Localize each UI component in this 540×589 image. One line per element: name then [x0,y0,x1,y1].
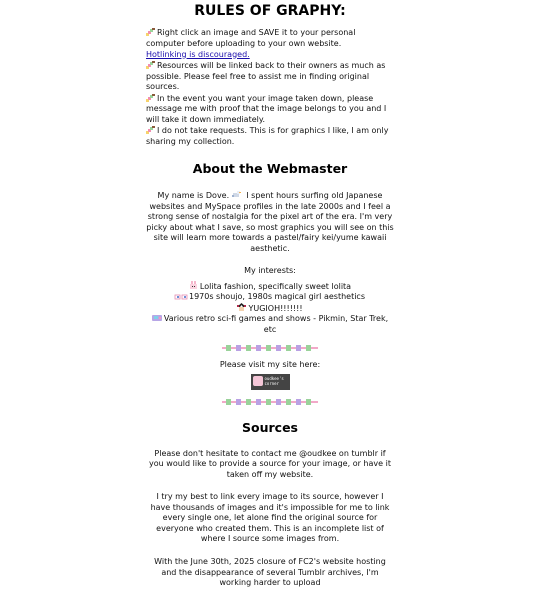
dove-icon [232,190,242,199]
visit-text: Please visit my site here: [219,359,321,369]
interest-text: Lolita fashion, specifically sweet lolita [199,281,352,291]
sources-paragraph: I try my best to link every image to its source, however I have thousands of images and it's impossible for me to link every single one, let alone find the original source for everyone who created them. This is an incomplete list of where I source some images from. [150,492,390,544]
interest-text: Various retro sci-fi games and shows - Pikmin, Star Trek, etc [163,314,389,334]
eyes-icon [175,294,187,300]
pencil-bullet-icon [146,94,155,102]
rule-item [146,126,394,147]
rule-text: Resources will be linked back to their owners as much as possible. Please feel free to assist me in finding original sources. [146,61,386,92]
interest-text: 1970s shoujo, 1980s magical girl aesthetics [188,292,365,302]
rule-item [146,61,394,93]
badge-text-line: oudkee's [264,376,284,382]
rules-list [146,28,394,147]
interest-item [146,292,394,303]
about-intro [146,190,394,254]
sources-title: Sources [242,420,298,436]
interests-list [146,281,394,336]
pixel-divider [222,344,318,352]
bunny-icon [189,281,198,290]
hotlinking-link[interactable]: Hotlinking is discouraged. [146,49,250,59]
pencil-bullet-icon [146,126,155,134]
interest-item [146,303,394,315]
interests-heading: My interests: [244,266,296,276]
rule-item [146,28,394,60]
about-intro-text: I spent hours surfing old Japanese websites and MySpace profiles in the late 2000s and I feel a strong sense of nostalgia for the pixel art of the era. I'm very picky about what I save, so most graphics you will see on this site will learn more towards a pastel/fairy kei/yume kawaii aesthetic. [146,190,394,253]
rule-text: Right click an image and SAVE it to your personal computer before uploading to your own website. [146,28,356,49]
badge-text [265,376,284,386]
sources-paragraph: With the June 30th, 2025 closure of FC2's website hosting and the disappearance of several Tumblr archives, I'm working harder to upload [154,556,386,588]
rule-item [146,94,394,126]
badge-text-line: corner [264,381,279,387]
yugi-icon [237,303,246,312]
about-title: About the Webmaster [192,161,348,177]
about-intro-name: My name is Dove. [157,190,230,200]
interest-item [146,314,394,335]
pencil-bullet-icon [146,28,155,36]
pixel-divider [222,398,318,406]
interest-text: YUGIOH!!!!!!! [248,303,303,313]
rule-text: In the event you want your image taken down, please message me with proof that the image belongs to you and I will take it down immediately. [146,93,387,124]
pencil-bullet-icon [146,61,155,69]
sources-paragraph: Please don't hesitate to contact me @oudkee on tumblr if you would like to provide a source for your image, or have it taken off my website. [149,448,391,479]
interest-item [146,281,394,293]
rule-text: I do not take requests. This is for graphics I like, I am only sharing my collection. [146,126,389,146]
rules-title: RULES OF GRAPHY: [194,3,346,19]
badge-avatar-icon [253,376,263,386]
content-column [146,0,394,589]
site-badge-link[interactable] [251,374,290,390]
console-icon [152,314,162,322]
